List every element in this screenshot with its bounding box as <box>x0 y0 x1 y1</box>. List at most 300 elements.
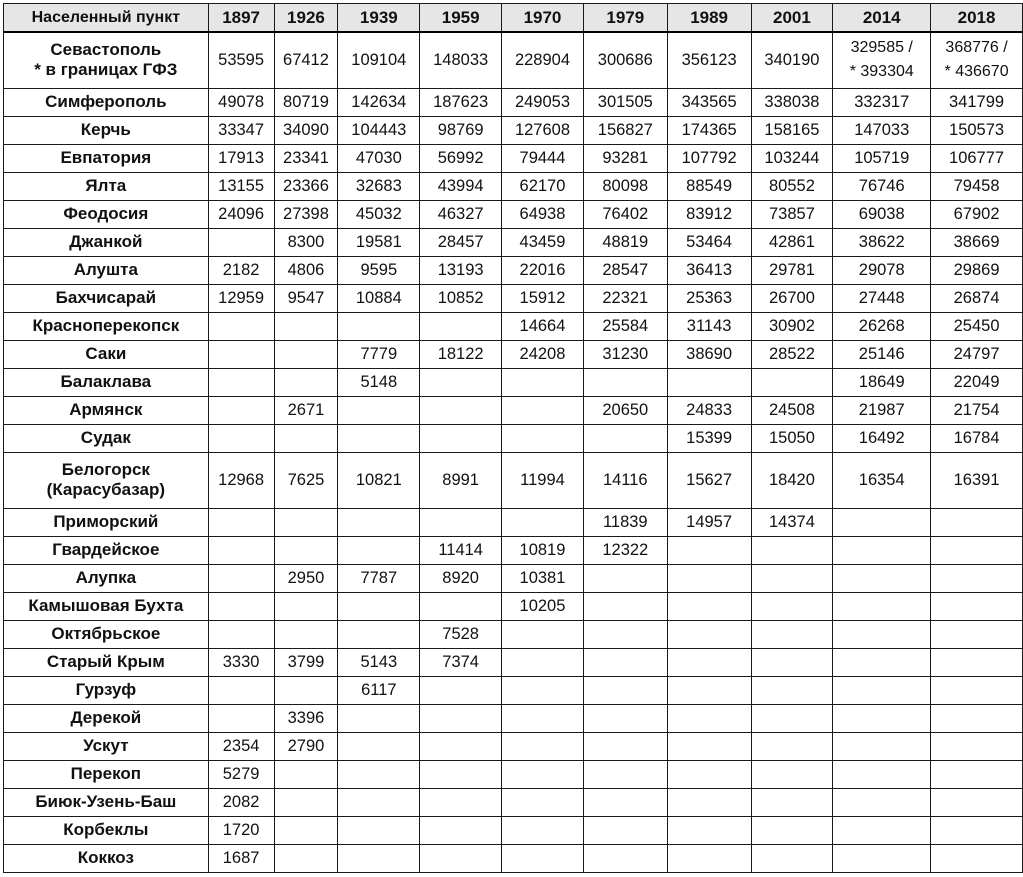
population-cell: 80098 <box>583 172 667 200</box>
table-row <box>4 564 1023 592</box>
population-cell: 6117 <box>338 676 420 704</box>
settlement-name-line: Красноперекопск <box>32 316 180 335</box>
settlement-name-line: * в границах ГФЗ <box>34 60 178 80</box>
settlement-name <box>4 620 209 648</box>
population-cell <box>583 760 667 788</box>
population-cell <box>583 424 667 452</box>
population-cell: 62170 <box>502 172 584 200</box>
population-cell: 156827 <box>583 116 667 144</box>
population-cell: 300686 <box>583 32 667 88</box>
population-cell: 53595 <box>208 32 274 88</box>
population-cell: 26268 <box>833 312 931 340</box>
population-cell: 11994 <box>502 452 584 508</box>
population-cell: 18649 <box>833 368 931 396</box>
table-row <box>4 172 1023 200</box>
population-cell: 158165 <box>751 116 833 144</box>
population-cell <box>338 312 420 340</box>
population-cell <box>667 816 751 844</box>
population-cell <box>667 648 751 676</box>
population-cell <box>338 592 420 620</box>
population-cell <box>208 424 274 452</box>
settlement-name <box>4 368 209 396</box>
population-cell <box>583 648 667 676</box>
population-cell <box>751 760 833 788</box>
population-cell <box>583 676 667 704</box>
settlement-name-line: Ялта <box>85 176 127 195</box>
population-cell: 150573 <box>931 116 1023 144</box>
population-cell <box>502 676 584 704</box>
population-cell: 24208 <box>502 340 584 368</box>
population-cell <box>274 424 338 452</box>
settlement-name <box>4 88 209 116</box>
population-cell <box>420 368 502 396</box>
population-cell: 228904 <box>502 32 584 88</box>
population-cell <box>208 396 274 424</box>
settlement-name <box>4 340 209 368</box>
population-cell <box>931 620 1023 648</box>
population-cell <box>833 592 931 620</box>
population-cell: 142634 <box>338 88 420 116</box>
population-cell <box>833 844 931 872</box>
population-cell <box>583 788 667 816</box>
population-cell <box>667 564 751 592</box>
header-year: 2001 <box>751 4 833 33</box>
population-cell: 7787 <box>338 564 420 592</box>
settlement-name <box>4 536 209 564</box>
population-cell <box>833 508 931 536</box>
population-cell <box>833 676 931 704</box>
population-cell <box>833 816 931 844</box>
population-line: 368776 / <box>945 39 1008 57</box>
population-cell: 28522 <box>751 340 833 368</box>
population-cell <box>583 564 667 592</box>
population-cell <box>274 788 338 816</box>
population-cell: 15050 <box>751 424 833 452</box>
population-cell <box>667 760 751 788</box>
table-row <box>4 508 1023 536</box>
population-cell <box>274 508 338 536</box>
settlement-name-line: Джанкой <box>69 232 143 251</box>
population-cell <box>274 676 338 704</box>
population-cell <box>338 844 420 872</box>
settlement-name <box>4 760 209 788</box>
population-cell <box>338 788 420 816</box>
population-cell: 104443 <box>338 116 420 144</box>
population-cell <box>274 816 338 844</box>
population-cell: 23341 <box>274 144 338 172</box>
population-cell <box>931 844 1023 872</box>
population-cell <box>833 536 931 564</box>
population-cell <box>420 788 502 816</box>
population-cell: 16784 <box>931 424 1023 452</box>
table-row <box>4 760 1023 788</box>
settlement-name <box>4 648 209 676</box>
population-cell <box>751 732 833 760</box>
population-cell: 9595 <box>338 256 420 284</box>
table-row <box>4 704 1023 732</box>
population-cell <box>420 844 502 872</box>
population-cell: 43994 <box>420 172 502 200</box>
population-cell <box>338 536 420 564</box>
population-cell: 30902 <box>751 312 833 340</box>
settlement-name <box>4 144 209 172</box>
population-cell <box>583 368 667 396</box>
population-cell: 5143 <box>338 648 420 676</box>
population-cell <box>502 844 584 872</box>
table-body <box>4 32 1023 872</box>
population-cell: 48819 <box>583 228 667 256</box>
population-cell: 24096 <box>208 200 274 228</box>
population-cell: 11414 <box>420 536 502 564</box>
population-cell <box>667 704 751 732</box>
header-year: 1959 <box>420 4 502 33</box>
settlement-name-line: Октябрьское <box>51 624 161 643</box>
population-cell <box>751 676 833 704</box>
settlement-name-line: Приморский <box>53 512 159 531</box>
table-row <box>4 340 1023 368</box>
population-cell: 80719 <box>274 88 338 116</box>
population-line: * 436670 <box>944 63 1009 81</box>
population-cell <box>502 760 584 788</box>
population-cell: 38622 <box>833 228 931 256</box>
header-settlement: Населенный пункт <box>4 4 209 33</box>
population-cell <box>667 676 751 704</box>
table-row <box>4 452 1023 508</box>
table-row <box>4 732 1023 760</box>
population-cell: 16354 <box>833 452 931 508</box>
table-row <box>4 788 1023 816</box>
settlement-name-line: Ускут <box>83 736 129 755</box>
population-cell: 29078 <box>833 256 931 284</box>
population-cell <box>502 788 584 816</box>
population-cell: 36413 <box>667 256 751 284</box>
population-cell: 15627 <box>667 452 751 508</box>
population-cell: 38690 <box>667 340 751 368</box>
header-row <box>4 4 1023 33</box>
settlement-name <box>4 424 209 452</box>
settlement-name-line: Белогорск <box>61 460 150 479</box>
population-cell: 23366 <box>274 172 338 200</box>
settlement-name <box>4 256 209 284</box>
population-cell <box>502 396 584 424</box>
population-cell: 2182 <box>208 256 274 284</box>
table-header <box>4 4 1023 33</box>
population-cell <box>502 732 584 760</box>
table-row <box>4 312 1023 340</box>
settlement-name <box>4 676 209 704</box>
settlement-name-line: Феодосия <box>63 204 149 223</box>
population-cell <box>208 704 274 732</box>
table-row <box>4 592 1023 620</box>
population-cell: 26700 <box>751 284 833 312</box>
table-row <box>4 620 1023 648</box>
population-cell: 45032 <box>338 200 420 228</box>
settlement-name <box>4 172 209 200</box>
population-cell <box>833 732 931 760</box>
population-cell: 31230 <box>583 340 667 368</box>
population-cell: 16492 <box>833 424 931 452</box>
population-cell: 17913 <box>208 144 274 172</box>
header-year: 1897 <box>208 4 274 33</box>
population-cell: 80552 <box>751 172 833 200</box>
table-row <box>4 116 1023 144</box>
population-cell <box>833 788 931 816</box>
population-cell <box>420 816 502 844</box>
population-cell: 340190 <box>751 32 833 88</box>
population-cell: 301505 <box>583 88 667 116</box>
population-cell: 338038 <box>751 88 833 116</box>
table-row <box>4 676 1023 704</box>
population-cell <box>208 564 274 592</box>
population-cell <box>208 620 274 648</box>
population-cell: 109104 <box>338 32 420 88</box>
population-cell: 31143 <box>667 312 751 340</box>
population-cell: 7625 <box>274 452 338 508</box>
population-cell <box>667 732 751 760</box>
population-cell <box>931 760 1023 788</box>
population-cell <box>583 732 667 760</box>
header-year: 2018 <box>931 4 1023 33</box>
population-cell: 8920 <box>420 564 502 592</box>
population-cell <box>208 312 274 340</box>
table-row <box>4 424 1023 452</box>
population-cell: 25146 <box>833 340 931 368</box>
population-cell: 10381 <box>502 564 584 592</box>
population-cell <box>420 396 502 424</box>
population-cell: 2671 <box>274 396 338 424</box>
population-cell: 10819 <box>502 536 584 564</box>
settlement-name <box>4 396 209 424</box>
settlement-name <box>4 32 209 88</box>
population-cell: 53464 <box>667 228 751 256</box>
population-cell: 88549 <box>667 172 751 200</box>
population-cell <box>208 592 274 620</box>
population-cell <box>274 620 338 648</box>
population-cell: 76746 <box>833 172 931 200</box>
population-cell: 3396 <box>274 704 338 732</box>
header-year: 1989 <box>667 4 751 33</box>
population-cell <box>667 592 751 620</box>
population-cell: 5148 <box>338 368 420 396</box>
population-cell <box>274 536 338 564</box>
population-cell: 22016 <box>502 256 584 284</box>
population-cell <box>751 648 833 676</box>
settlement-name-line: Гурзуф <box>75 680 137 699</box>
population-cell <box>667 620 751 648</box>
population-cell <box>833 760 931 788</box>
population-cell <box>931 508 1023 536</box>
population-cell: 76402 <box>583 200 667 228</box>
population-cell: 147033 <box>833 116 931 144</box>
population-cell <box>338 816 420 844</box>
population-cell <box>208 340 274 368</box>
population-cell <box>274 592 338 620</box>
table-row <box>4 200 1023 228</box>
table-row <box>4 396 1023 424</box>
population-cell <box>931 788 1023 816</box>
population-cell: 103244 <box>751 144 833 172</box>
settlement-name-line: Балаклава <box>60 372 152 391</box>
population-cell: 107792 <box>667 144 751 172</box>
population-cell: 56992 <box>420 144 502 172</box>
population-cell: 67902 <box>931 200 1023 228</box>
population-cell <box>833 564 931 592</box>
population-cell: 332317 <box>833 88 931 116</box>
population-cell: 5279 <box>208 760 274 788</box>
population-cell: 148033 <box>420 32 502 88</box>
settlement-name <box>4 816 209 844</box>
population-cell <box>751 816 833 844</box>
table-row <box>4 256 1023 284</box>
population-cell <box>338 620 420 648</box>
population-cell: 12959 <box>208 284 274 312</box>
population-cell: 14664 <box>502 312 584 340</box>
population-cell <box>583 816 667 844</box>
population-cell <box>420 592 502 620</box>
settlement-name <box>4 564 209 592</box>
population-cell <box>338 732 420 760</box>
population-cell: 3330 <box>208 648 274 676</box>
population-cell: 28457 <box>420 228 502 256</box>
population-cell: 27398 <box>274 200 338 228</box>
population-cell: 12322 <box>583 536 667 564</box>
population-cell: 67412 <box>274 32 338 88</box>
population-cell <box>751 788 833 816</box>
population-cell: 25450 <box>931 312 1023 340</box>
population-cell <box>274 844 338 872</box>
population-cell <box>502 620 584 648</box>
population-cell <box>420 508 502 536</box>
population-cell: 49078 <box>208 88 274 116</box>
population-cell <box>420 760 502 788</box>
population-cell <box>583 844 667 872</box>
settlement-name-line: Алушта <box>73 260 138 279</box>
population-cell: 38669 <box>931 228 1023 256</box>
population-cell: 64938 <box>502 200 584 228</box>
population-cell <box>751 368 833 396</box>
population-cell <box>931 32 1023 88</box>
population-cell: 69038 <box>833 200 931 228</box>
population-cell: 79458 <box>931 172 1023 200</box>
population-cell <box>208 676 274 704</box>
population-cell: 8991 <box>420 452 502 508</box>
settlement-name-line: Дерекой <box>70 708 142 727</box>
population-cell <box>667 844 751 872</box>
population-cell: 2354 <box>208 732 274 760</box>
settlement-name <box>4 844 209 872</box>
population-cell <box>751 592 833 620</box>
population-cell: 25584 <box>583 312 667 340</box>
population-cell <box>338 704 420 732</box>
population-cell: 13155 <box>208 172 274 200</box>
population-cell: 2790 <box>274 732 338 760</box>
population-cell <box>931 732 1023 760</box>
settlement-name-line: Перекоп <box>70 764 142 783</box>
table-row <box>4 144 1023 172</box>
population-cell <box>931 536 1023 564</box>
table-row <box>4 536 1023 564</box>
population-cell <box>931 564 1023 592</box>
population-cell: 1687 <box>208 844 274 872</box>
population-cell: 93281 <box>583 144 667 172</box>
population-cell <box>502 424 584 452</box>
population-cell <box>274 312 338 340</box>
population-cell <box>208 228 274 256</box>
population-cell: 187623 <box>420 88 502 116</box>
population-cell: 24833 <box>667 396 751 424</box>
population-cell <box>751 536 833 564</box>
population-cell <box>931 648 1023 676</box>
settlement-name-line: Старый Крым <box>46 652 165 671</box>
table-row <box>4 648 1023 676</box>
population-cell: 127608 <box>502 116 584 144</box>
population-cell: 8300 <box>274 228 338 256</box>
population-cell <box>274 340 338 368</box>
population-cell: 13193 <box>420 256 502 284</box>
population-cell <box>274 368 338 396</box>
settlement-name <box>4 452 209 508</box>
header-year: 1926 <box>274 4 338 33</box>
population-cell: 10205 <box>502 592 584 620</box>
population-cell: 249053 <box>502 88 584 116</box>
population-cell <box>338 760 420 788</box>
population-cell: 15399 <box>667 424 751 452</box>
population-cell <box>751 844 833 872</box>
population-cell <box>502 648 584 676</box>
population-cell: 29781 <box>751 256 833 284</box>
settlement-name <box>4 200 209 228</box>
population-cell: 7528 <box>420 620 502 648</box>
population-cell: 46327 <box>420 200 502 228</box>
settlement-name-line: Керчь <box>80 120 131 139</box>
population-cell <box>751 620 833 648</box>
population-cell: 9547 <box>274 284 338 312</box>
population-cell: 18420 <box>751 452 833 508</box>
population-cell: 10852 <box>420 284 502 312</box>
population-cell <box>338 508 420 536</box>
population-cell <box>338 396 420 424</box>
population-cell: 28547 <box>583 256 667 284</box>
population-cell: 19581 <box>338 228 420 256</box>
header-year: 1939 <box>338 4 420 33</box>
population-cell <box>583 704 667 732</box>
population-cell: 105719 <box>833 144 931 172</box>
population-cell <box>420 424 502 452</box>
header-year: 2014 <box>833 4 931 33</box>
population-cell: 12968 <box>208 452 274 508</box>
settlement-name <box>4 704 209 732</box>
population-cell <box>667 788 751 816</box>
population-cell: 42861 <box>751 228 833 256</box>
population-cell <box>931 676 1023 704</box>
population-cell: 4806 <box>274 256 338 284</box>
population-cell: 341799 <box>931 88 1023 116</box>
settlement-name <box>4 508 209 536</box>
population-cell <box>667 536 751 564</box>
table-row <box>4 32 1023 88</box>
settlement-name <box>4 732 209 760</box>
population-cell: 21754 <box>931 396 1023 424</box>
population-cell <box>502 816 584 844</box>
population-cell: 32683 <box>338 172 420 200</box>
settlement-name-line: Алупка <box>75 568 137 587</box>
settlement-name-line: (Карасубазар) <box>46 480 165 499</box>
population-cell: 14957 <box>667 508 751 536</box>
settlement-name-line: Гвардейское <box>52 540 160 559</box>
population-cell: 79444 <box>502 144 584 172</box>
settlement-name <box>4 312 209 340</box>
settlement-name-line: Судак <box>80 428 131 447</box>
